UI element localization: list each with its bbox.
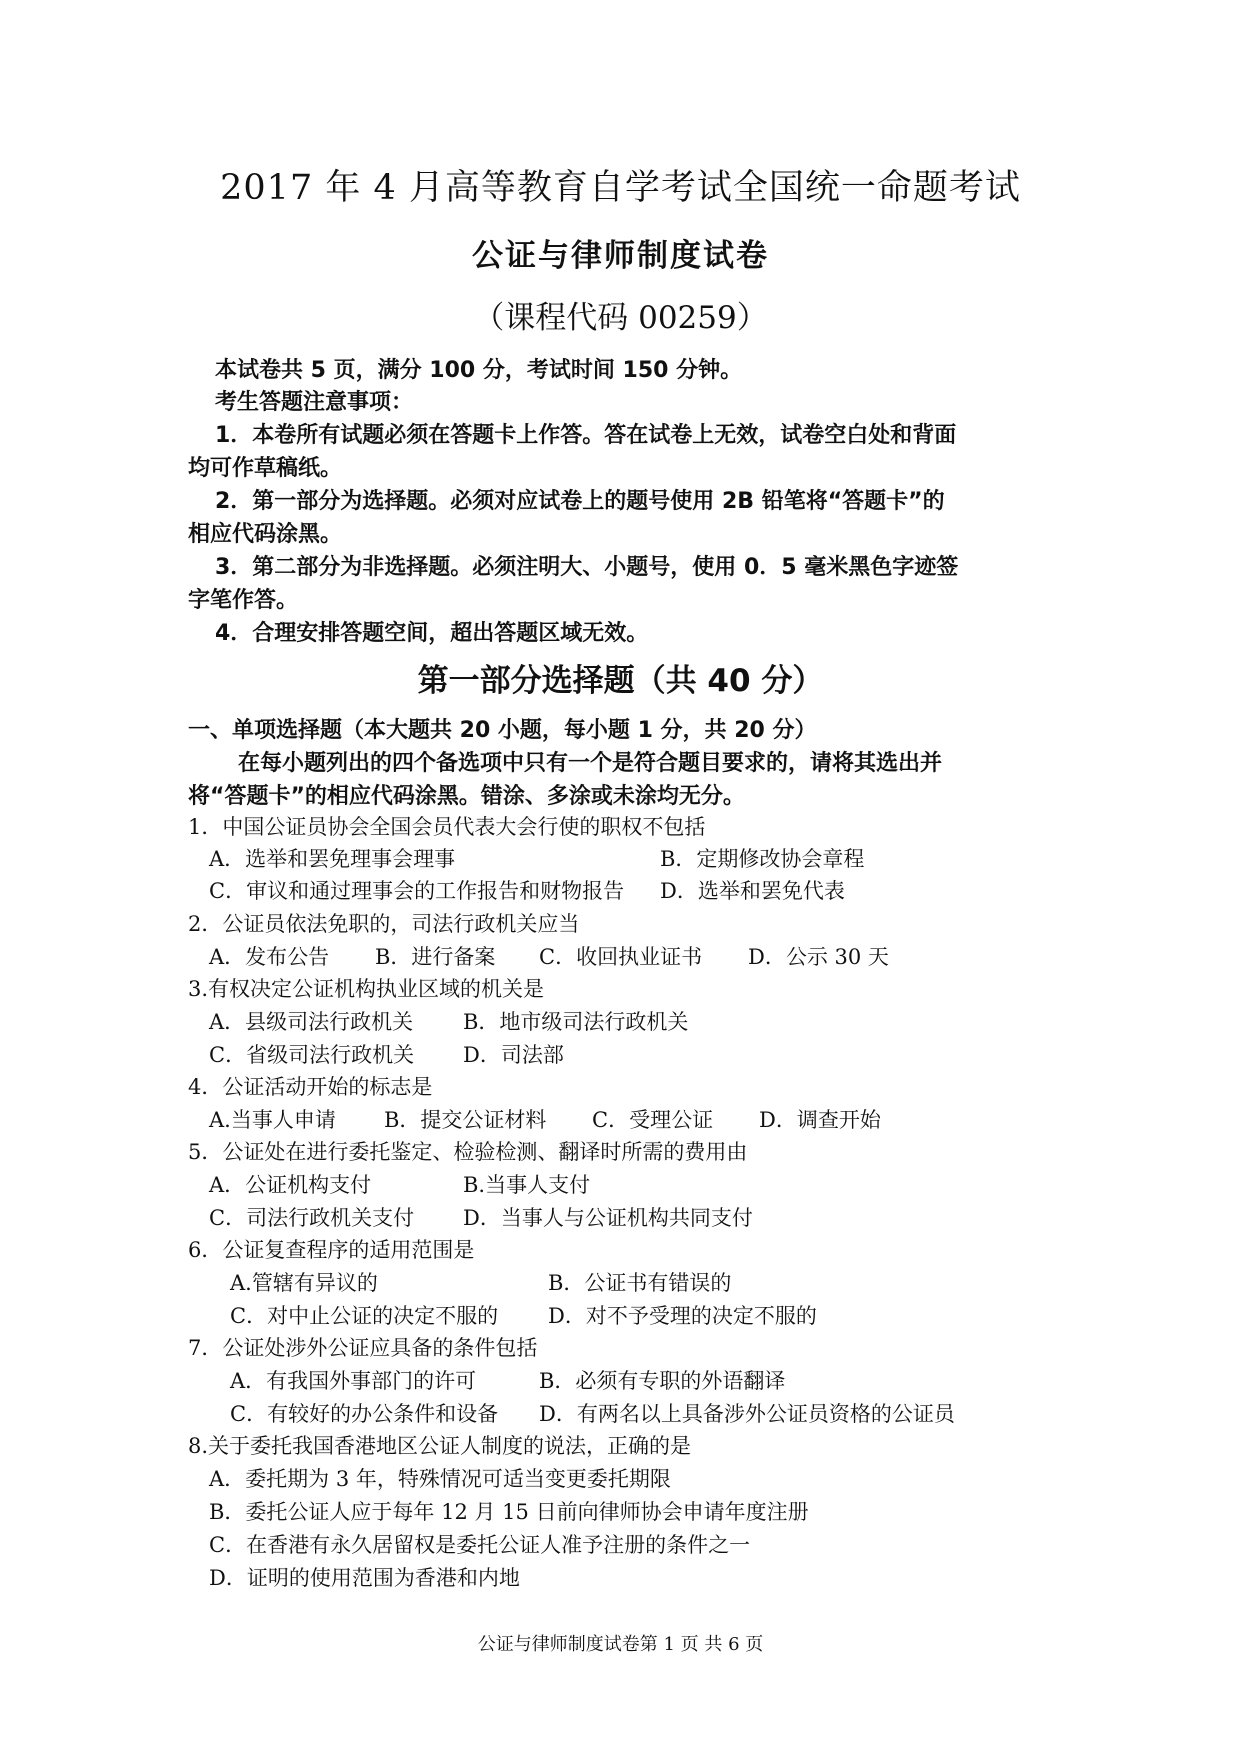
question-8: 8.关于委托我国香港地区公证人制度的说法，正确的是 <box>188 1434 692 1458</box>
q5-option-a: A．公证机构支付 <box>209 1173 372 1197</box>
q8-option-d: D．证明的使用范围为香港和内地 <box>209 1566 520 1590</box>
question-1: 1．中国公证员协会全国会员代表大会行使的职权不包括 <box>188 815 706 839</box>
q6-option-b: B．公证书有错误的 <box>548 1271 732 1295</box>
q6-option-d: D．对不予受理的决定不服的 <box>548 1304 817 1328</box>
q3-option-a: A．县级司法行政机关 <box>209 1010 414 1034</box>
q4-option-a: A.当事人申请 <box>209 1108 336 1132</box>
q7-option-c: C．有较好的办公条件和设备 <box>230 1402 499 1426</box>
notice-item-3: 3．第二部分为非选择题。必须注明大、小题号，使用 0．5 毫米黑色字迹签 <box>215 555 959 580</box>
section-desc-1: 在每小题列出的四个备选项中只有一个是符合题目要求的，请将其选出并 <box>238 751 943 776</box>
q4-option-c: C．受理公证 <box>592 1108 714 1132</box>
part1-title: 第一部分选择题（共 40 分） <box>417 663 824 699</box>
exam-header-line1: 2017 年 4 月高等教育自学考试全国统一命题考试 <box>220 168 1021 208</box>
exam-intro: 本试卷共 5 页，满分 100 分，考试时间 150 分钟。 <box>215 358 743 383</box>
q1-option-a: A．选举和罢免理事会理事 <box>209 847 456 871</box>
notice-item-2: 2．第一部分为选择题。必须对应试卷上的题号使用 2B 铅笔将“答题卡”的 <box>215 489 945 514</box>
q8-option-c: C．在香港有永久居留权是委托公证人准予注册的条件之一 <box>209 1533 751 1557</box>
page-footer: 公证与律师制度试卷第 1 页 共 6 页 <box>477 1634 764 1655</box>
section-desc-2: 将“答题卡”的相应代码涂黑。错涂、多涂或未涂均无分。 <box>188 784 745 809</box>
q6-option-a: A.管辖有异议的 <box>230 1271 378 1295</box>
q7-option-b: B．必须有专职的外语翻译 <box>539 1369 786 1393</box>
q3-option-b: B．地市级司法行政机关 <box>463 1010 689 1034</box>
q2-option-d: D．公示 30 天 <box>748 945 889 969</box>
q3-option-c: C．省级司法行政机关 <box>209 1043 415 1067</box>
question-5: 5．公证处在进行委托鉴定、检验检测、翻译时所需的费用由 <box>188 1140 748 1164</box>
q3-option-d: D．司法部 <box>463 1043 564 1067</box>
q1-option-d: D．选举和罢免代表 <box>660 879 845 903</box>
q4-option-b: B．提交公证材料 <box>384 1108 547 1132</box>
exam-title: 公证与律师制度试卷 <box>472 238 769 274</box>
notice-item-2-cont: 相应代码涂黑。 <box>188 522 343 547</box>
q1-option-c: C．审议和通过理事会的工作报告和财物报告 <box>209 879 625 903</box>
q2-option-a: A．发布公告 <box>209 945 330 969</box>
q5-option-c: C．司法行政机关支付 <box>209 1206 415 1230</box>
q2-option-b: B．进行备案 <box>375 945 496 969</box>
notice-item-1: 1．本卷所有试题必须在答题卡上作答。答在试卷上无效，试卷空白处和背面 <box>215 423 957 448</box>
q8-option-a: A．委托期为 3 年，特殊情况可适当变更委托期限 <box>209 1467 671 1491</box>
q4-option-d: D．调查开始 <box>759 1108 881 1132</box>
question-7: 7．公证处涉外公证应具备的条件包括 <box>188 1336 538 1360</box>
course-code: （课程代码 00259） <box>473 300 768 336</box>
q8-option-b: B．委托公证人应于每年 12 月 15 日前向律师协会申请年度注册 <box>209 1500 809 1524</box>
q1-option-b: B．定期修改协会章程 <box>660 847 865 871</box>
question-3: 3.有权决定公证机构执业区域的机关是 <box>188 977 545 1001</box>
question-2: 2．公证员依法免职的，司法行政机关应当 <box>188 912 580 936</box>
q6-option-c: C．对中止公证的决定不服的 <box>230 1304 499 1328</box>
section-title: 一、单项选择题（本大题共 20 小题，每小题 1 分，共 20 分） <box>188 718 817 743</box>
notice-title: 考生答题注意事项： <box>215 390 414 415</box>
q5-option-d: D．当事人与公证机构共同支付 <box>463 1206 753 1230</box>
notice-item-1-cont: 均可作草稿纸。 <box>188 456 343 481</box>
notice-item-3-cont: 字笔作答。 <box>188 588 299 613</box>
question-6: 6．公证复查程序的适用范围是 <box>188 1238 475 1262</box>
q7-option-a: A．有我国外事部门的许可 <box>230 1369 477 1393</box>
q2-option-c: C．收回执业证书 <box>539 945 703 969</box>
q7-option-d: D．有两名以上具备涉外公证员资格的公证员 <box>539 1402 955 1426</box>
question-4: 4．公证活动开始的标志是 <box>188 1075 433 1099</box>
q5-option-b: B.当事人支付 <box>463 1173 591 1197</box>
notice-item-4: 4．合理安排答题空间，超出答题区域无效。 <box>215 621 649 646</box>
